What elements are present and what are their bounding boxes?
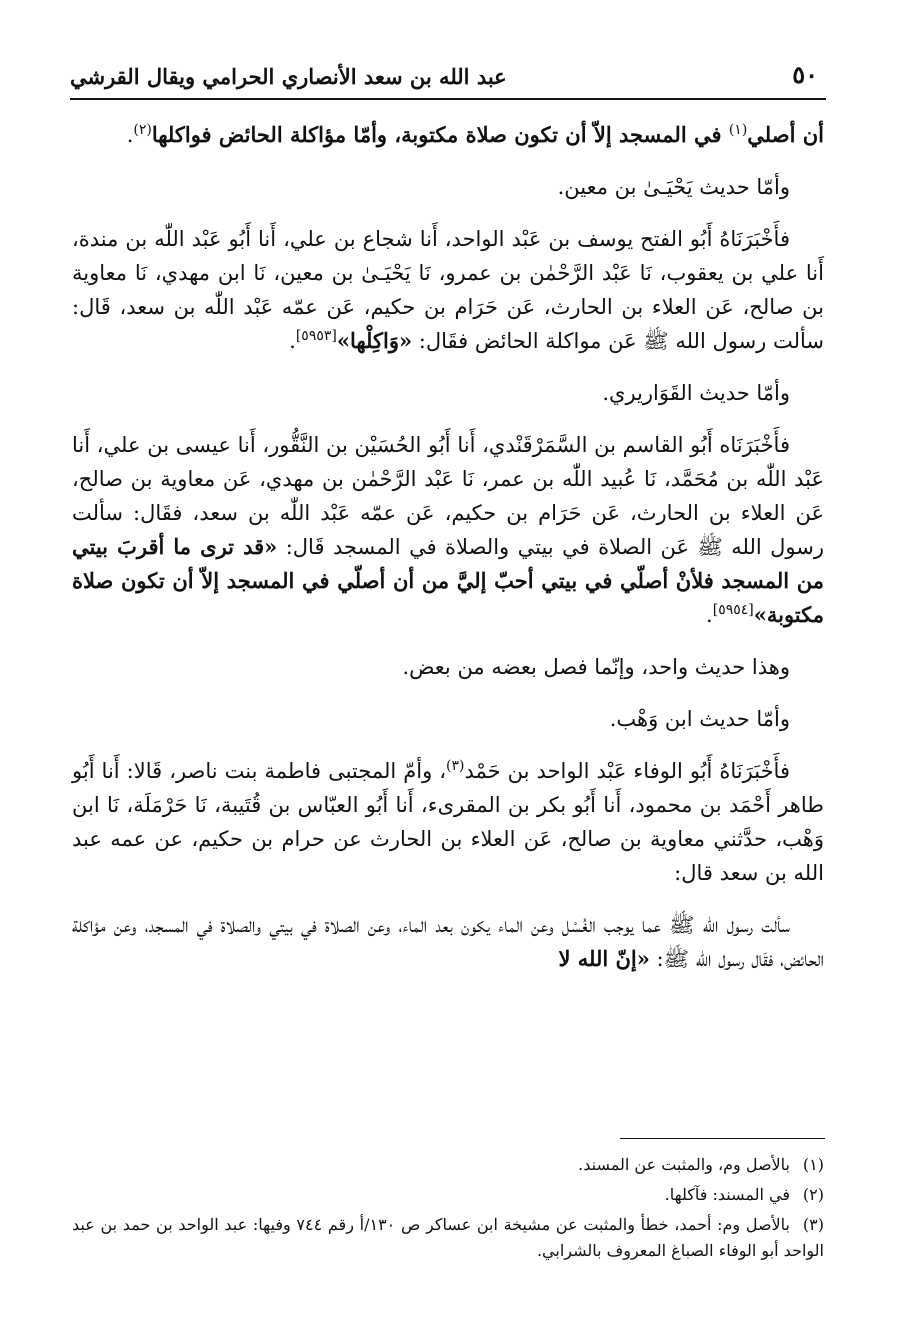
hadith-quote: «قد ترى ما أقربَ بيتي من المسجد فلأنْ أصلّي في بيتي أحبّ إليَّ من أن أصلّي في المسجد إلاّ أن تكون صلاة مكتوبة»	[72, 534, 824, 627]
paragraph-text: في المسجد إلاّ أن تكون صلاة مكتوبة، وأمّا مؤاكلة الحائض فواكلها	[151, 122, 729, 147]
paragraph-6: وهذا حديث واحد، وإنّما فصل بعضه من بعض.	[402, 655, 790, 679]
page-header	[70, 58, 826, 100]
footnote-text: بالأصل وم: أحمد، خطأ والمثبت عن مشيخة ابن عساكر ص ١٣٠/أ رقم ٧٤٤ وفيها: عبد الواحد بن حمد بن عبد الواحد أبو الوفاء الصباغ المعروف بالشرابي.	[72, 1215, 824, 1260]
footnote-divider	[620, 1138, 825, 1139]
page-number: ٥٠	[792, 60, 818, 89]
paragraph-2: وأمّا حديث يَحْيَـىٰ بن معين.	[557, 175, 790, 199]
footnote-number: (١)	[802, 1155, 824, 1174]
paragraph-text: .	[289, 329, 296, 353]
hadith-quote: «وَاكِلْها»	[336, 328, 413, 353]
paragraph-4: وأمّا حديث القَوَاريري.	[602, 381, 790, 405]
footnote-number: (٣)	[802, 1215, 825, 1234]
main-text	[72, 118, 824, 976]
isnad-text: فأَخْبَرَنَاهُ أَبُو الفتح يوسف بن عَبْد الواحد، أَنا شجاع بن علي، أَنا أَبُو عَبْد اللّٰه بن مندة، أَنا علي بن يعقوب، نَا عَبْد الرَّحْمٰن بن عمرو، نَا يَحْيَـىٰ بن معين، نَا ابن مهدي، نَا معاوية بن صالح، عَن العلاء بن الحارث، عَن حَرَام بن حكيم، عَن عمّه عَبْد اللّٰه بن سعد، قَال: سألت رسول الله ﷺ عَن مواكلة الحائض فقَال:	[72, 227, 824, 353]
paragraph-text: .	[126, 123, 134, 147]
hadith-number: [٥٩٥٤]	[712, 602, 754, 618]
paragraph-5	[72, 428, 824, 632]
paragraph-text: أن أصلي	[747, 122, 824, 147]
isnad-text: ، وأمّ المجتبى فاطمة بنت ناصر، قَالا: أَنا أَبُو طاهر أَحْمَد بن محمود، أَنا أَبُو بكر بن المقرىء، أَنا أَبُو العبّاس بن قُتَيبة، نَا حَرْمَلَة، نَا ابن وَهْب، حدَّثني معاوية بن صالح، عَن العلاء بن الحارث عن حرام بن حكيم، عن عمه عبد الله بن سعد قال:	[72, 759, 824, 885]
running-title: عبد الله بن سعد الأنصاري الحرامي ويقال القرشي	[70, 64, 507, 89]
paragraph-8	[72, 754, 824, 890]
footnote-text: بالأصل وم، والمثبت عن المسند.	[578, 1155, 790, 1174]
paragraph-3	[72, 222, 824, 358]
footnote-1	[72, 1152, 824, 1178]
paragraph-9	[72, 908, 824, 976]
footnote-ref-3: (٣)	[446, 758, 465, 774]
isnad-text: فأَخْبَرَنَاهُ أَبُو الوفاء عَبْد الواحد بن حَمْد	[464, 759, 790, 783]
isnad-text: فأَخْبَرَنَاه أَبُو القاسم بن السَّمَرْقَنْدي، أَنا أَبُو الحُسَيْن بن النَّقُّور، أَنا عيسى بن علي، أَنا عَبْد اللّٰه بن مُحَمَّد، نَا عُبيد اللّٰه بن عمر، نَا عَبْد الرَّحْمٰن بن مهدي، عَن معاوية بن صالح، عَن العلاء بن الحارث، عَن حَرَام بن حكيم، عَن عمّه عَبْد اللّٰه بن سعد، فقَال: سألت رسول الله ﷺ عَن الصلاة في بيتي والصلاة في المسجد قَال:	[72, 433, 824, 559]
hadith-quote: «إنّ الله لا	[558, 946, 650, 971]
paragraph-7: وأمّا حديث ابن وَهْب.	[609, 707, 790, 731]
footnotes	[72, 1152, 824, 1268]
footnote-3	[72, 1212, 824, 1264]
paragraph-1	[72, 118, 824, 152]
hadith-number: [٥٩٥٣]	[295, 328, 337, 344]
footnote-ref-1: (١)	[728, 122, 748, 138]
footnote-number: (٢)	[802, 1185, 824, 1204]
footnote-2	[72, 1182, 824, 1208]
footnote-ref-2: (٢)	[133, 122, 152, 138]
paragraph-text: .	[706, 603, 713, 627]
hadith-text: سألت رسول الله ﷺ عما يوجب الغُسْل وعن الماء يكون بعد الماء، وعن الصلاة في بيتي والصلاة في المسجد، وعن مؤاكلة الحائض، فقَال رسول الله ﷺ:	[72, 913, 824, 971]
footnote-text: في المسند: فآكلها.	[664, 1185, 790, 1204]
